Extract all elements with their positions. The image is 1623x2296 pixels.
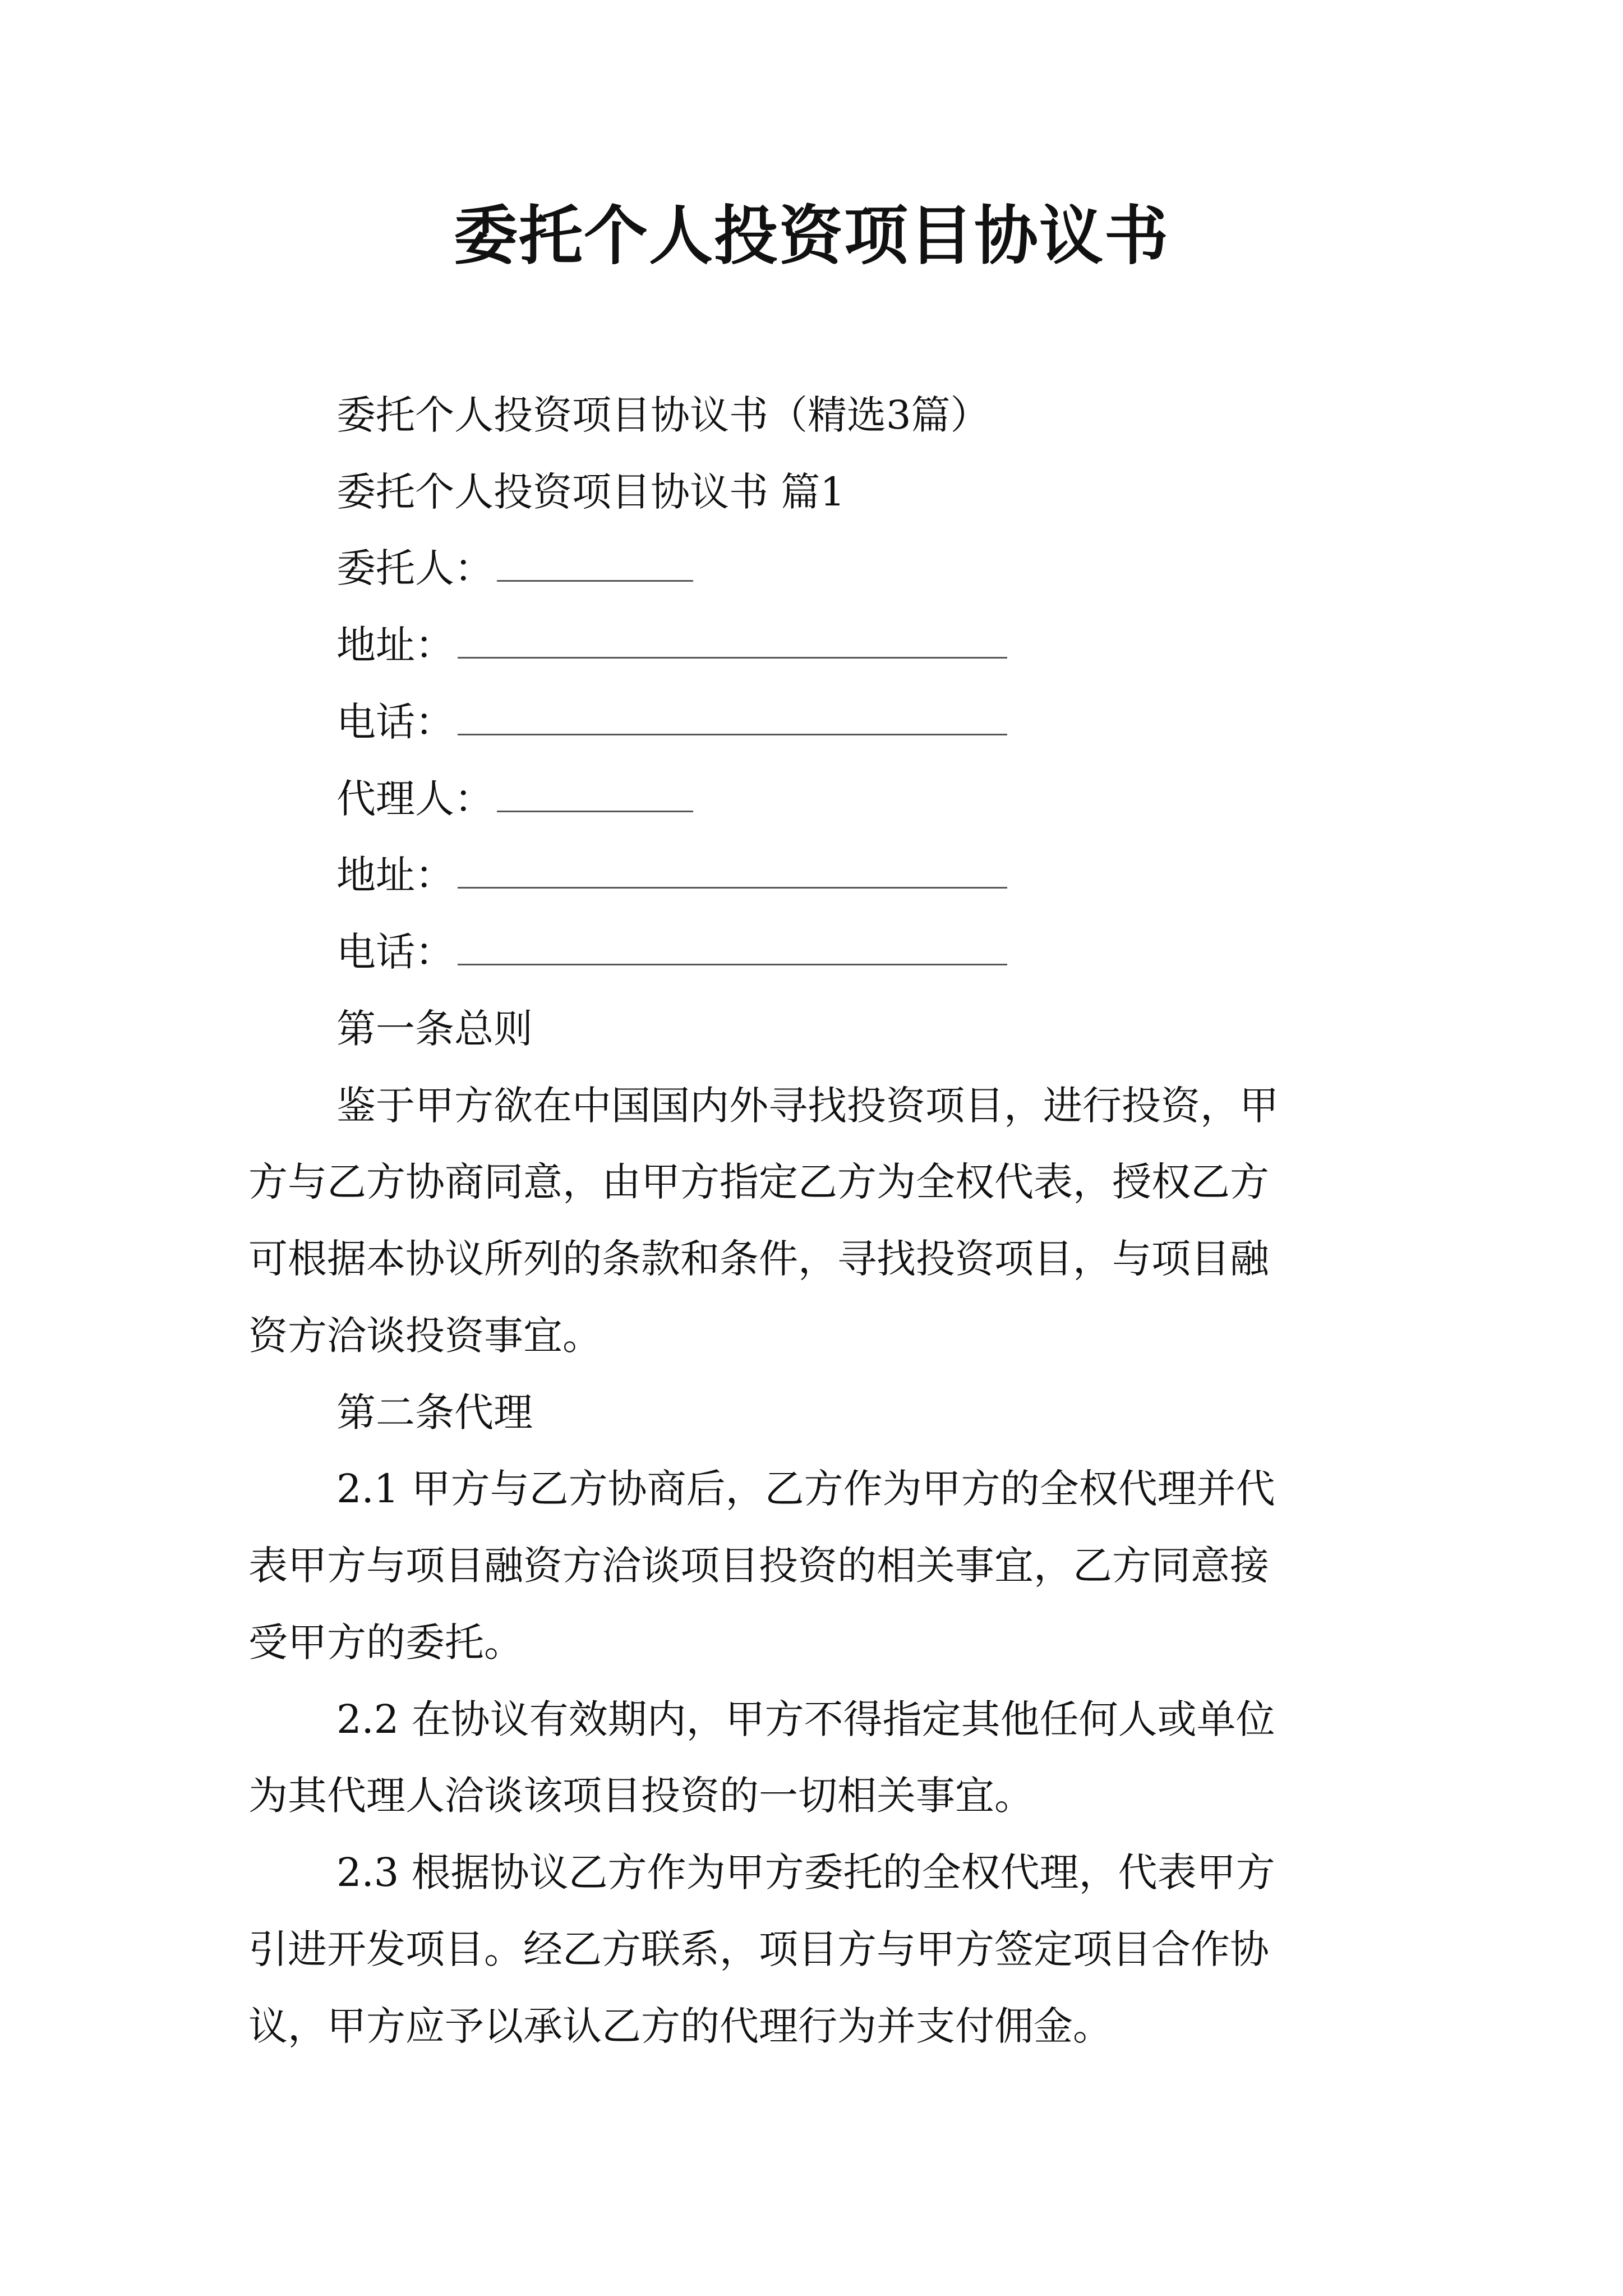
clause-2-1-line: 受甲方的委托。 bbox=[248, 1619, 523, 1665]
article-2-heading: 第二条代理 bbox=[336, 1389, 533, 1435]
field-label: 代理人： bbox=[336, 776, 494, 822]
field-agent-phone bbox=[336, 924, 1007, 980]
field-client-address bbox=[336, 617, 1007, 673]
field-label: 地址： bbox=[336, 852, 454, 898]
article-1-line: 可根据本协议所列的条款和条件，寻找投资项目，与项目融 bbox=[248, 1236, 1269, 1282]
fill-in-blank bbox=[497, 807, 693, 812]
field-label: 委托人： bbox=[336, 545, 494, 591]
article-1-heading: 第一条总则 bbox=[336, 1006, 533, 1052]
clause-2-1-line: 表甲方与项目融资方洽谈项目投资的相关事宜，乙方同意接 bbox=[248, 1543, 1269, 1589]
clause-2-2-line: 为其代理人洽谈该项目投资的一切相关事宜。 bbox=[248, 1773, 1034, 1819]
document-title: 委托个人投资项目协议书 bbox=[453, 198, 1169, 273]
field-agent bbox=[336, 771, 693, 827]
document-subtitle: 委托个人投资项目协议书（精选3篇） bbox=[336, 392, 990, 438]
article-1-line: 鉴于甲方欲在中国国内外寻找投资项目，进行投资，甲 bbox=[336, 1083, 1279, 1129]
field-client bbox=[336, 540, 693, 596]
field-label: 地址： bbox=[336, 622, 454, 668]
fill-in-blank bbox=[497, 577, 693, 582]
chapter-heading: 委托个人投资项目协议书 篇1 bbox=[336, 469, 845, 515]
fill-in-blank bbox=[458, 884, 1007, 889]
clause-2-3-line: 议，甲方应予以承认乙方的代理行为并支付佣金。 bbox=[248, 2003, 1112, 2049]
clause-2-2-line: 2.2 在协议有效期内，甲方不得指定其他任何人或单位 bbox=[336, 1696, 1275, 1742]
clause-2-3-line: 引进开发项目。经乙方联系，项目方与甲方签定项目合作协 bbox=[248, 1926, 1269, 1972]
article-1-line: 资方洽谈投资事宜。 bbox=[248, 1313, 602, 1359]
field-label: 电话： bbox=[336, 929, 454, 975]
field-label: 电话： bbox=[336, 699, 454, 745]
fill-in-blank bbox=[458, 960, 1007, 965]
clause-2-1-line: 2.1 甲方与乙方协商后，乙方作为甲方的全权代理并代 bbox=[336, 1466, 1275, 1512]
fill-in-blank bbox=[458, 654, 1007, 659]
clause-2-3-line: 2.3 根据协议乙方作为甲方委托的全权代理，代表甲方 bbox=[336, 1849, 1275, 1895]
field-client-phone bbox=[336, 694, 1007, 750]
field-agent-address bbox=[336, 847, 1007, 903]
article-1-line: 方与乙方协商同意，由甲方指定乙方为全权代表，授权乙方 bbox=[248, 1159, 1269, 1205]
fill-in-blank bbox=[458, 730, 1007, 735]
